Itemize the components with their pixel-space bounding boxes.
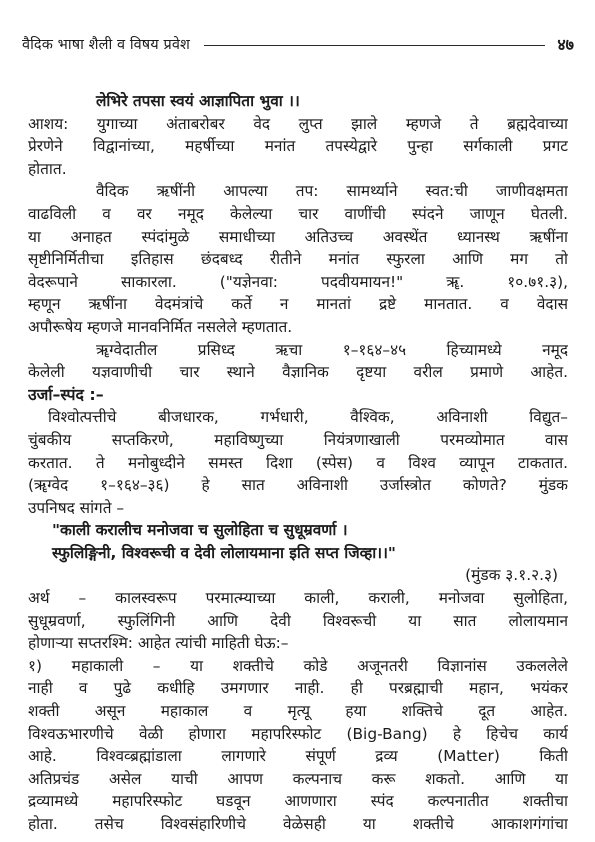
text-line: चुंबकीय सप्तकिरणे, महाविष्णुच्या नियंत्रणाखाली परमव्योमात वास <box>28 430 568 449</box>
text-line: उपनिषद सांगते – <box>28 498 125 517</box>
running-title: वैदिक भाषा शैली व विषय प्रवेश <box>22 37 190 53</box>
text-line: होतात. <box>28 159 67 178</box>
text-line: या अनाहत स्पंदांमुळे समाधीच्या अतिउच्च अवस्थेंत ध्यानस्थ ऋषींना <box>28 227 568 246</box>
text-line: होणाऱ्या सप्तरश्मि: आहेत त्यांची माहिती घेऊ:– <box>28 634 289 653</box>
section-heading: उर्जा–स्पंद :– <box>28 384 104 404</box>
verse-line: "काली करालीच मनोजवा च सुलोहिता च सुधूम्रवर्णा । <box>52 521 348 540</box>
text-line: आशय: युगाच्या अंताबरोबर वेद लुप्त झाले म्हणजे ते ब्रह्मदेवाच्या <box>28 114 568 133</box>
verse-line: स्फुलिङ्गिनी, विश्वरूची व देवी लोलायमाना इति सप्त जिव्हा।।" <box>52 543 396 562</box>
text-line: शक्ती असून महाकाल व मृत्यू हया शक्तिचे दूत आहेत. <box>28 702 568 721</box>
text-line: विश्वऊभारणीचे वेळी होणारा महापरिस्फोट (Big-Bang) हे हिचेच कार्य <box>28 724 568 743</box>
text-line: अर्थ – कालस्वरूप परमात्म्याच्या काली, कराली, मनोजवा सुलोहिता, <box>28 589 568 608</box>
text-line: द्रव्यामध्ये महापरिस्फोट घडवून आणणारा स्पंद कल्पनातीत शक्तीचा <box>28 792 568 811</box>
text-line: सुधूम्रवर्णा, स्फुलिंगिनी आणि देवी विश्वरूची या सात लोलायमान <box>28 611 568 630</box>
text-line: १) महाकाली – या शक्तीचे कोडे अजूनतरी विज्ञानांस उकललेले <box>28 656 568 675</box>
verse-citation: (मुंडक ३.१.२.३) <box>465 566 558 585</box>
text-line: वेदरूपाने साकारला. ("यज्ञेनवा: पदवीयमायन!" ॠ. १०.७१.३), <box>28 272 568 291</box>
running-header <box>22 34 574 54</box>
text-line: करतात. ते मनोबुध्दीने समस्त दिशा (स्पेस) व विश्व व्यापून टाकतात. <box>28 453 568 472</box>
header-rule <box>204 45 545 46</box>
text-line: नाही व पुढे कधीहि उमगणार नाही. ही परब्रह्माची महान, भयंकर <box>28 679 568 698</box>
text-line: विश्वोत्पत्तीचे बीजधारक, गर्भधारी, वैश्विक, अविनाशी विद्युत– <box>48 408 568 427</box>
text-line: होता. तसेच विश्वसंहारिणीचे वेळेसही या शक्तीचे आकाशगंगांचा <box>28 815 568 833</box>
text-line: केलेली यज्ञवाणीची चार स्थाने वैज्ञानिक दृष्टया वरील प्रमाणे आहेत. <box>28 363 568 382</box>
text-line: आहे. विश्वव्ब्रह्मांडाला लागणारे संपूर्ण द्रव्य (Matter) किती <box>28 747 568 766</box>
page-number: ४७ <box>557 35 574 54</box>
verse-line: लेभिरे तपसा स्वयं आज्ञापिता भुवा ।। <box>96 92 300 110</box>
text-line: प्रेरणेने विद्वानांच्या, महर्षीच्या मनांत तपस्येद्वारे पुन्हा सर्गकाली प्रगट <box>28 137 568 156</box>
text-line: अतिप्रचंड असेल याची आपण कल्पनाच करू शकतो. आणि या <box>28 769 568 788</box>
text-line: ॠग्वेदातील प्रसिध्द ऋचा १–१६४–४५ हिच्यामध्ये नमूद <box>96 340 568 359</box>
page-body <box>28 90 568 836</box>
text-line: सृष्टीनिर्मितीचा इतिहास छंदबध्द रीतीने मनांत स्फुरला आणि मग तो <box>28 250 568 269</box>
text-line: वाढविली व वर नमूद केलेल्या चार वाणींची स्पंदने जाणून घेतली. <box>28 204 568 223</box>
text-line: (ॠग्वेद १–१६४–३६) हे सात अविनाशी उर्जास्त्रोत कोणते? मुंडक <box>28 476 568 495</box>
text-line: वैदिक ऋषींनी आपल्या तप: सामर्थ्याने स्वत:ची जाणीवक्षमता <box>96 182 568 201</box>
text-line: म्हणून ऋषींना वेदमंत्रांचे कर्ते न मानतां द्रष्टे मानतात. व वेदास <box>28 295 568 314</box>
text-line: अपौरूषेय म्हणजे मानवनिर्मित नसलेले म्हणतात. <box>28 317 293 336</box>
